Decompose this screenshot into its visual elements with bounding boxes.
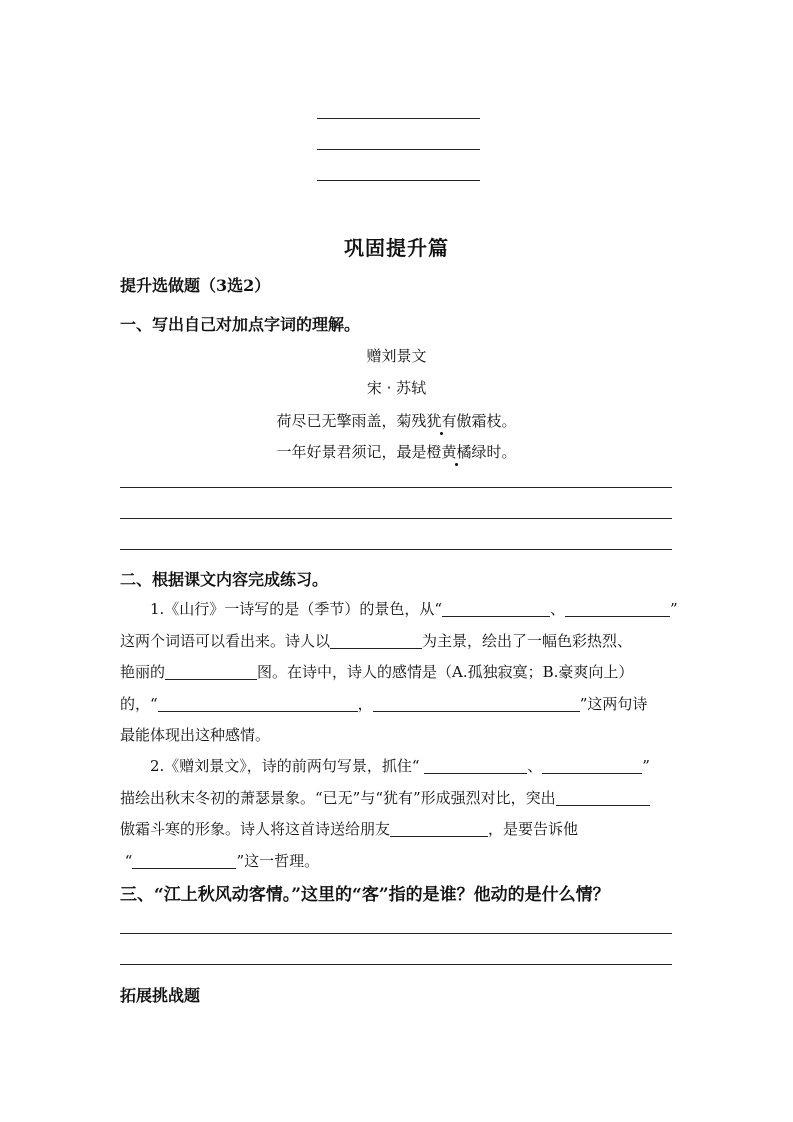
q1-blank-4[interactable] [165, 663, 257, 680]
answer-line-2[interactable] [120, 518, 672, 519]
q2-text-6: ，是要告诉他 [488, 820, 579, 838]
q1-blank-3[interactable] [330, 632, 422, 649]
section1-heading: 一、写出自己对加点字词的理解。 [120, 315, 361, 334]
q1-text-8: 的，“ [120, 694, 158, 713]
subheading: 提升选做题（3选2） [120, 276, 271, 295]
question-2 [120, 751, 680, 877]
q2-text-1: 2.《赠刘景文》，诗的前两句写景，抓住“ [150, 757, 425, 775]
q2-blank-2[interactable] [542, 757, 642, 774]
q2-blank-3[interactable] [556, 789, 650, 806]
top-blank-line-2[interactable] [317, 149, 480, 150]
q2-text-3: ” [642, 757, 650, 775]
question-1 [120, 594, 680, 752]
q2-text-2: 、 [527, 757, 543, 775]
poem-line-1-c: 傲霜枝。 [456, 412, 517, 430]
q1-text-5: 为主景，绘出了一幅色彩热烈、 [422, 631, 633, 650]
dotted-word-youyou: 犹有 [426, 412, 457, 430]
footer-heading: 拓展挑战题 [120, 986, 201, 1005]
q1-text-6: 艳丽的 [120, 663, 166, 681]
q1-blank-5[interactable] [158, 695, 358, 712]
q1-text-11: 最能体现出这种感情。 [120, 726, 271, 744]
answer-line-3[interactable] [120, 549, 672, 550]
q1-text-7: 图。在诗中，诗人的感情是（A.孤独寂寞；B.豪爽向上） [257, 663, 634, 681]
top-blank-line-3[interactable] [317, 180, 480, 181]
q1-blank-6[interactable] [373, 695, 580, 712]
q1-blank-2[interactable] [565, 600, 670, 617]
poem-line-2-a: 一年好景君须记，最是 [276, 443, 427, 461]
poem-line-2 [0, 441, 793, 462]
section2-heading: 二、根据课文内容完成练习。 [120, 570, 329, 589]
q2-text-5: 傲霜斗寒的形象。诗人将这首诗送给朋友 [120, 820, 391, 838]
section3-heading: 三、“江上秋风动客情。”这里的“客”指的是谁？他动的是什么情？ [120, 885, 610, 905]
answer-line-1[interactable] [120, 487, 672, 488]
q1-text-10: ”这两句诗 [579, 694, 648, 713]
q2-text-7: “ [124, 851, 133, 870]
poem-author: 宋 · 苏轼 [366, 379, 427, 397]
top-blank-line-1[interactable] [317, 118, 480, 119]
poem-line-1 [0, 410, 793, 431]
q2-blank-5[interactable] [132, 852, 236, 869]
q1-blank-1[interactable] [442, 600, 550, 617]
q1-text-9: ， [357, 694, 373, 713]
q2-blank-4[interactable] [390, 820, 488, 837]
page-title: 巩固提升篇 [344, 236, 449, 260]
poem-title: 赠刘景文 [366, 347, 427, 365]
q1-text-4: 这两个词语可以看出来。诗人以 [120, 631, 331, 650]
q2-text-8: ”这一哲理。 [236, 851, 320, 870]
q2-blank-1[interactable] [424, 757, 527, 774]
answer-line-5[interactable] [120, 964, 672, 965]
q1-text-3: ” [670, 600, 678, 618]
q2-text-4: 描绘出秋末冬初的萧瑟景象。“已无”与“犹有”形成强烈对比，突出 [120, 788, 556, 807]
dotted-word-chenghuangjulv: 橙黄橘绿 [426, 443, 487, 461]
poem-line-2-c: 时。 [486, 443, 517, 461]
q1-text-2: 、 [549, 600, 565, 618]
poem-line-1-a: 荷尽已无擎雨盖，菊残 [276, 412, 427, 430]
answer-line-4[interactable] [120, 933, 672, 934]
q1-text-1: 1.《山行》一诗写的是（季节）的景色，从“ [150, 600, 442, 618]
